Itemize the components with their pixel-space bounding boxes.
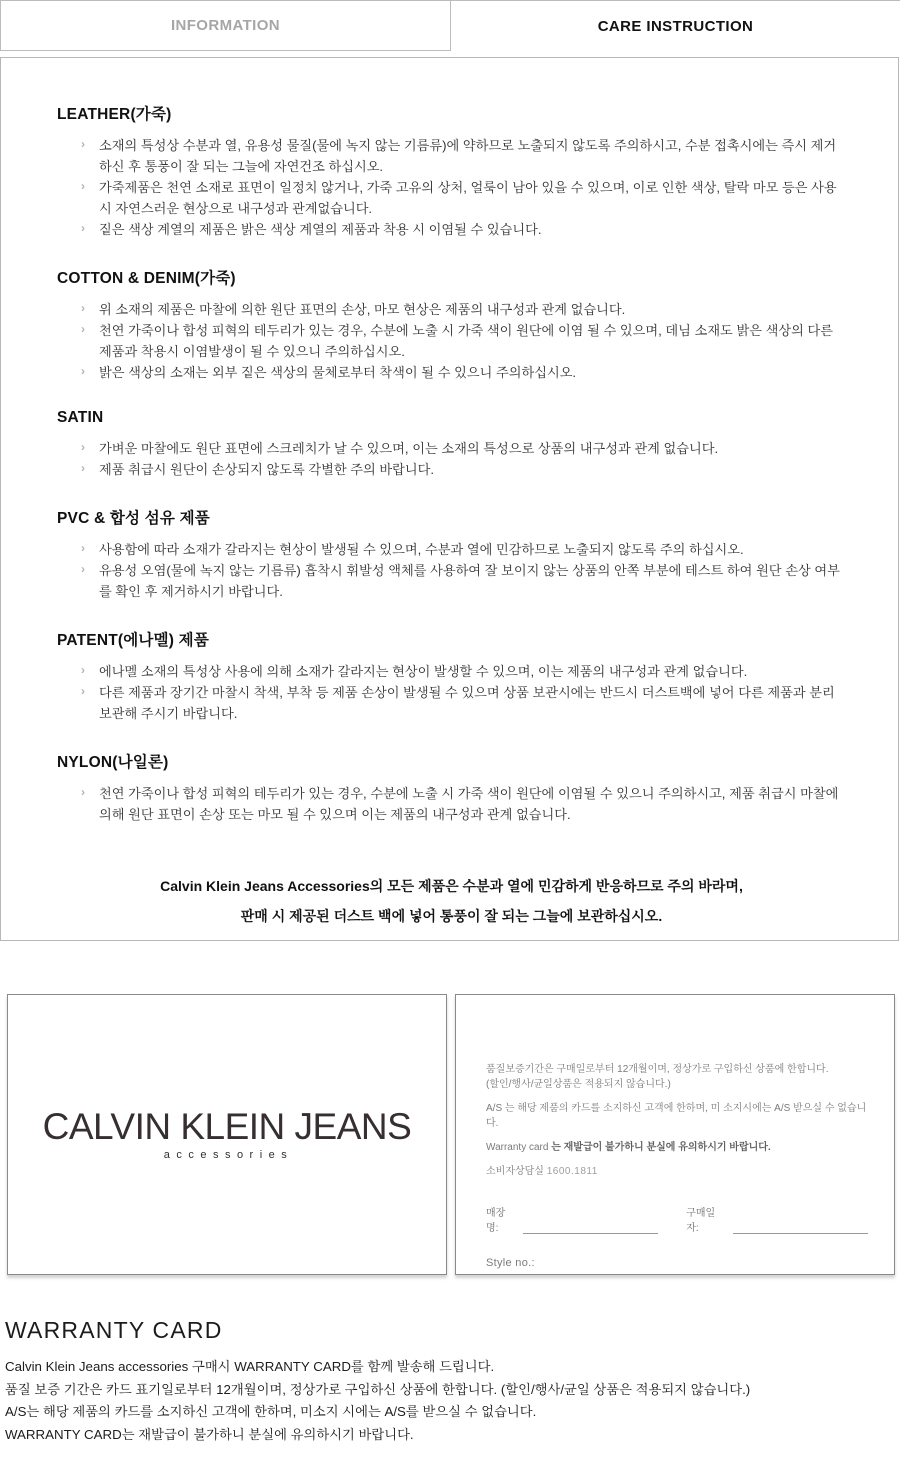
warranty-back-line: 품질보증기간은 구매일로부터 12개월이며, 정상가로 구입하신 상품에 한합니다. <box>486 1064 829 1075</box>
warranty-info-line: Calvin Klein Jeans accessories 구매시 WARRANTY CARD를 함께 발송해 드립니다. <box>5 1359 495 1374</box>
care-text: 유용성 오염(물에 녹지 않는 기름류) 흡착시 휘발성 액체를 사용하여 잘 보이지 않는 상품의 안쪽 부분에 테스트 하여 원단 손상 여부를 확인 후 제거하시기 바랍니다. <box>99 563 840 599</box>
chevron-bullet-icon: › <box>81 440 85 454</box>
customer-service-label: 소비자상담실 <box>486 1166 544 1177</box>
warranty-card-bold: 는 재발급이 불가하니 분실에 유의하시기 바랍니다. <box>548 1142 771 1153</box>
list-item <box>81 299 846 320</box>
chevron-bullet-icon: › <box>81 684 85 698</box>
customer-service-line <box>486 1164 868 1179</box>
purchase-date-blank-line <box>733 1223 868 1234</box>
warranty-card-images <box>0 994 900 1275</box>
care-text: 소재의 특성상 수분과 열, 유용성 물질(물에 녹지 않는 기름류)에 약하므로 노출되지 않도록 주의하시고, 수분 접촉시에는 즉시 제거하신 후 통풍이 잘 되는 그늘에 자연건조 하십시오. <box>99 138 837 174</box>
section-heading: SATIN <box>57 409 104 426</box>
section-heading: LEATHER(가죽) <box>57 106 172 123</box>
care-summary-note <box>57 871 846 931</box>
chevron-bullet-icon: › <box>81 541 85 555</box>
care-text: 가벼운 마찰에도 원단 표면에 스크레치가 날 수 있으며, 이는 소재의 특성으로 상품의 내구성과 관계 없습니다. <box>99 441 719 456</box>
warranty-card-latin: Warranty card <box>486 1142 549 1153</box>
care-text: 다른 제품과 장기간 마찰시 착색, 부착 등 제품 손상이 발생될 수 있으며 상품 보관시에는 반드시 더스트백에 넣어 다른 제품과 분리 보관해 주시기 바랍니다. <box>99 685 835 721</box>
bullet-list <box>57 661 846 724</box>
chevron-bullet-icon: › <box>81 137 85 151</box>
list-item <box>81 783 846 825</box>
chevron-bullet-icon: › <box>81 663 85 677</box>
purchase-date-label: 구매일자: <box>686 1208 716 1234</box>
tab-information[interactable] <box>0 1 451 51</box>
tab-care-instruction-label: CARE INSTRUCTION <box>597 17 754 35</box>
store-and-date-fields <box>486 1204 868 1234</box>
bullet-list <box>57 135 846 240</box>
list-item <box>81 560 846 602</box>
section-heading: COTTON & DENIM(가죽) <box>57 270 236 287</box>
warranty-card-front <box>7 994 447 1275</box>
care-text: 가죽제품은 천연 소재로 표면이 일정치 않거나, 가죽 고유의 상처, 얼룩이 남아 있을 수 있으며, 이로 인한 색상, 탈락 마모 등은 사용시 자연스러운 현상으로 내구성과 관계없습니다. <box>99 180 837 216</box>
bullet-list <box>57 783 846 825</box>
warranty-card-back <box>455 994 895 1275</box>
list-item <box>81 438 846 459</box>
store-name-label: 매장명: <box>486 1208 506 1234</box>
section-pvc <box>57 506 846 602</box>
list-item <box>81 459 846 480</box>
care-text: 밝은 색상의 소재는 외부 짙은 색상의 물체로부터 착색이 될 수 있으니 주의하십시오. <box>99 365 577 380</box>
care-text: 짙은 색상 계열의 제품은 밝은 색상 계열의 제품과 착용 시 이염될 수 있습니다. <box>99 222 542 237</box>
care-text: 에나멜 소재의 특성상 사용에 의해 소재가 갈라지는 현상이 발생할 수 있으며, 이는 제품의 내구성과 관계 없습니다. <box>99 664 748 679</box>
list-item <box>81 661 846 682</box>
care-text: 제품 취급시 원단이 손상되지 않도록 각별한 주의 바랍니다. <box>99 462 435 477</box>
warranty-card-title: WARRANTY CARD <box>5 1317 223 1343</box>
warranty-info-line: 품질 보증 기간은 카드 표기일로부터 12개월이며, 정상가로 구입하신 상품에 한합니다. (할인/행사/균일 상품은 적용되지 않습니다.) <box>5 1381 751 1397</box>
warranty-back-line: (할인/행사/균일상품은 적용되지 않습니다.) <box>486 1079 671 1090</box>
list-item <box>81 682 846 724</box>
section-nylon <box>57 750 846 825</box>
section-heading: PVC & 합성 섬유 제품 <box>57 510 210 527</box>
style-no-label: Style no.: <box>486 1257 535 1269</box>
warranty-back-line: A/S 는 해당 제품의 카드를 소지하신 고객에 한하며, 미 소지시에는 A/S 받으실 수 없습니다. <box>486 1103 867 1129</box>
chevron-bullet-icon: › <box>81 221 85 235</box>
list-item <box>81 539 846 560</box>
section-satin <box>57 409 846 480</box>
care-text: 사용함에 따라 소재가 갈라지는 현상이 발생될 수 있으며, 수분과 열에 민감하므로 노출되지 않도록 주의 하십시오. <box>99 542 744 557</box>
care-summary-line: 판매 시 제공된 더스트 백에 넣어 통풍이 잘 되는 그늘에 보관하십시오. <box>240 908 663 924</box>
bullet-list <box>57 299 846 383</box>
calvin-klein-jeans-logo: CALVIN KLEIN JEANS <box>42 1106 412 1147</box>
list-item <box>81 362 846 383</box>
section-heading: PATENT(에나멜) 제품 <box>57 632 209 649</box>
tab-care-instruction[interactable] <box>451 1 900 51</box>
warranty-info-line: WARRANTY CARD는 재발급이 불가하니 분실에 유의하시기 바랍니다. <box>5 1426 414 1442</box>
care-text: 천연 가죽이나 합성 피혁의 테두리가 있는 경우, 수분에 노출 시 가죽 색이 원단에 이염 될 수 있으며, 데님 소재도 밝은 색상의 다른 제품과 착용시 이염발생이 될 수 있으니 주의하십시오. <box>99 323 833 359</box>
bullet-list <box>57 539 846 602</box>
section-leather <box>57 102 846 240</box>
care-summary-line: Calvin Klein Jeans Accessories의 모든 제품은 수분과 열에 민감하게 반응하므로 주의 바라며, <box>160 878 743 894</box>
chevron-bullet-icon: › <box>81 179 85 193</box>
chevron-bullet-icon: › <box>81 322 85 336</box>
care-text: 위 소재의 제품은 마찰에 의한 원단 표면의 손상, 마모 현상은 제품의 내구성과 관계 없습니다. <box>99 302 626 317</box>
chevron-bullet-icon: › <box>81 301 85 315</box>
bullet-list <box>57 438 846 480</box>
chevron-bullet-icon: › <box>81 785 85 799</box>
product-detail-tabs <box>0 0 900 51</box>
care-text: 천연 가죽이나 합성 피혁의 테두리가 있는 경우, 수분에 노출 시 가죽 색이 원단에 이염될 수 있으니 주의하시고, 제품 취급시 마찰에 의해 원단 표면이 손상 또는 마모 될 수 있으며 이는 제품의 내구성과 관계 없습니다. <box>99 786 839 822</box>
warranty-card-info <box>0 1317 900 1446</box>
section-cotton-denim <box>57 266 846 383</box>
warranty-back-line <box>486 1140 868 1155</box>
chevron-bullet-icon: › <box>81 364 85 378</box>
care-instruction-panel <box>0 57 899 941</box>
chevron-bullet-icon: › <box>81 461 85 475</box>
chevron-bullet-icon: › <box>81 562 85 576</box>
list-item <box>81 320 846 362</box>
section-patent <box>57 628 846 724</box>
list-item <box>81 135 846 177</box>
list-item <box>81 177 846 219</box>
list-item <box>81 219 846 240</box>
store-name-blank-line <box>523 1223 658 1234</box>
section-heading: NYLON(나일론) <box>57 754 169 771</box>
tab-information-label: INFORMATION <box>170 17 281 34</box>
accessories-logo-text: accessories <box>163 1149 294 1161</box>
customer-service-number: 1600.1811 <box>546 1166 598 1177</box>
warranty-info-line: A/S는 해당 제품의 카드를 소지하신 고객에 한하며, 미소지 시에는 A/S를 받으실 수 없습니다. <box>5 1404 537 1419</box>
